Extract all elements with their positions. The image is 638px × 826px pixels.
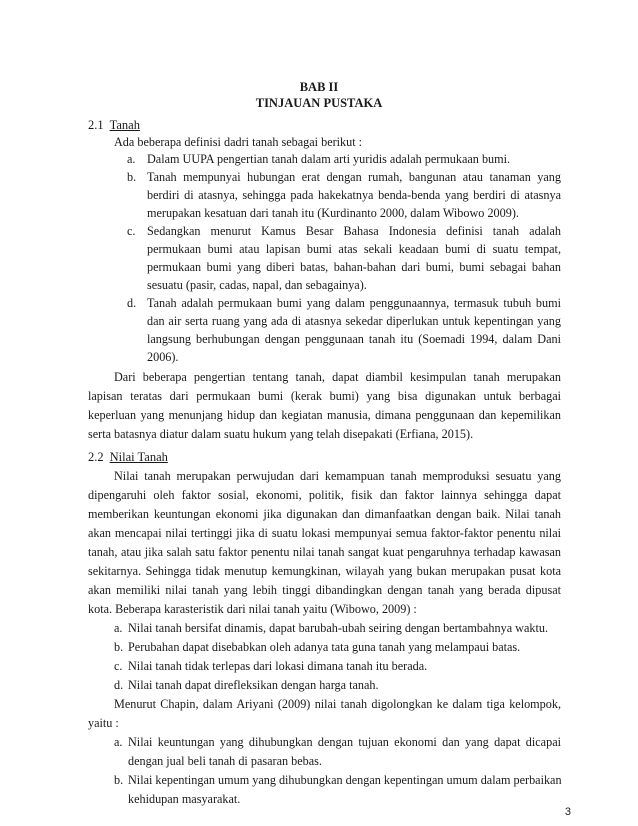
text-line: yaitu : bbox=[88, 716, 119, 730]
paragraph-line: dipengaruhi oleh faktor sosial, ekonomi, politik, fisik dan faktor lainnya sehingga dapat bbox=[88, 488, 561, 502]
paragraph-line: keperluan yang menunjang hidup dan kegiatan manusia, dimana penggunaan dan kepemilikan bbox=[88, 408, 561, 422]
paragraph-line: lapisan teratas dari permukaan bumi (kerak bumi) yang bisa digunakan untuk berbagai bbox=[88, 389, 561, 403]
list-item-line: berdiri di atasnya, sehingga pada hakekatnya benda-benda yang berdiri di atasnya bbox=[147, 188, 561, 202]
paragraph-line: kota. Beberapa karasteristik dari nilai tanah yaitu (Wibowo, 2009) : bbox=[88, 602, 417, 616]
text-line: Nilai kepentingan umum yang dihubungkan dengan kepentingan umum dalam perbaikan bbox=[128, 773, 562, 787]
list-item-line: permukaan bumi atau lapisan bumi atas sekali keadaan bumi di suatu tempat, bbox=[147, 242, 561, 256]
chapter-label: BAB II bbox=[299, 80, 339, 94]
list-marker: d. bbox=[114, 678, 124, 692]
text-line: Nilai keuntungan yang dihubungkan dengan tujuan ekonomi dan yang dapat dicapai bbox=[128, 735, 561, 749]
section-number: 2.1 bbox=[88, 118, 104, 132]
section-heading-nilai-tanah bbox=[88, 450, 168, 465]
paragraph-line: tanah, atau jika salah satu faktor penentu nilai tanah sangat kuat pengaruhnya terhadap kawasan bbox=[88, 545, 561, 559]
paragraph-line: sekitarnya. Sehingga tidak menutup kemungkinan, wilayah yang bukan merupakan pusat kota bbox=[88, 564, 561, 578]
paragraph-line: akan memiliki nilai tanah yang lebih tinggi dibandingkan dengan tanah yang berada dipusat bbox=[88, 583, 561, 597]
list-marker: c. bbox=[127, 224, 136, 238]
list-item-line: permukaan bumi yang diberi batas, bahan-bahan dari bumi, bumi sebagai bahan bbox=[147, 260, 561, 274]
list-item-line: langsung berhubungan dengan penggunaan tanah itu (Soemadi 1994, dalam Dani bbox=[147, 332, 561, 346]
section-number: 2.2 bbox=[88, 450, 104, 464]
text-line: Menurut Chapin, dalam Ariyani (2009) nilai tanah digolongkan ke dalam tiga kelompok, bbox=[114, 697, 561, 711]
list-marker: a. bbox=[127, 152, 136, 166]
list-marker: b. bbox=[127, 170, 137, 184]
section-title: Tanah bbox=[109, 118, 140, 132]
text-line: Perubahan dapat disebabkan oleh adanya tata guna tanah yang melampaui batas. bbox=[128, 640, 521, 654]
paragraph-line: akan mencapai nilai tertinggi jika di suatu lokasi mempunyai semua faktor-faktor penentu nilai bbox=[88, 526, 561, 540]
list-item-line: Tanah adalah permukaan bumi yang dalam penggunaannya, termasuk tubuh bumi bbox=[147, 296, 561, 310]
paragraph-line: memberikan keuntungan ekonomi jika digunakan dan dimanfaatkan dengan baik. Nilai tanah bbox=[88, 507, 561, 521]
list-item-line: Sedangkan menurut Kamus Besar Bahasa Indonesia definisi tanah adalah bbox=[147, 224, 561, 238]
list-item-line: dan air serta ruang yang ada di atasnya sekedar diperlukan untuk kepentingan yang bbox=[147, 314, 561, 328]
paragraph-line: serta batasnya diatur dalam suatu hukum yang telah disepakati (Erfiana, 2015). bbox=[88, 427, 474, 441]
section-intro: Ada beberapa definisi dadri tanah sebagai berikut : bbox=[114, 135, 363, 149]
text-line: dengan jual beli tanah di pasaran bebas. bbox=[128, 754, 322, 768]
section-heading-tanah bbox=[88, 118, 140, 133]
list-item-line: merupakan kesatuan dari tanah itu (Kurdinanto 2000, dalam Wibowo 2009). bbox=[147, 206, 519, 220]
list-marker: a. bbox=[114, 735, 123, 749]
list-marker: d. bbox=[127, 296, 137, 310]
list-marker: a. bbox=[114, 621, 123, 635]
list-marker: b. bbox=[114, 640, 124, 654]
list-item-line: Tanah mempunyai hubungan erat dengan rumah, bangunan atau tanaman yang bbox=[147, 170, 561, 184]
list-marker: c. bbox=[114, 659, 123, 673]
text-line: Nilai tanah dapat direfleksikan dengan harga tanah. bbox=[128, 678, 379, 692]
paragraph-line: Nilai tanah merupakan perwujudan dari kemampuan tanah memproduksi sesuatu yang bbox=[114, 469, 561, 483]
section-title: Nilai Tanah bbox=[109, 450, 168, 464]
chapter-title: TINJAUAN PUSTAKA bbox=[255, 96, 383, 110]
page-number: 3 bbox=[564, 806, 571, 818]
text-line: kehidupan masyarakat. bbox=[128, 792, 241, 806]
list-marker: b. bbox=[114, 773, 124, 787]
list-item-line: 2006). bbox=[147, 350, 179, 364]
text-line: Nilai tanah bersifat dinamis, dapat barubah-ubah seiring dengan bertambahnya waktu. bbox=[128, 621, 548, 635]
text-line: Nilai tanah tidak terlepas dari lokasi dimana tanah itu berada. bbox=[128, 659, 428, 673]
list-item-line: Dalam UUPA pengertian tanah dalam arti yuridis adalah permukaan bumi. bbox=[147, 152, 511, 166]
list-item-line: sesuatu (pasir, cadas, napal, dan sebagainya). bbox=[147, 278, 367, 292]
paragraph-line: Dari beberapa pengertian tentang tanah, dapat diambil kesimpulan tanah merupakan bbox=[114, 370, 561, 384]
